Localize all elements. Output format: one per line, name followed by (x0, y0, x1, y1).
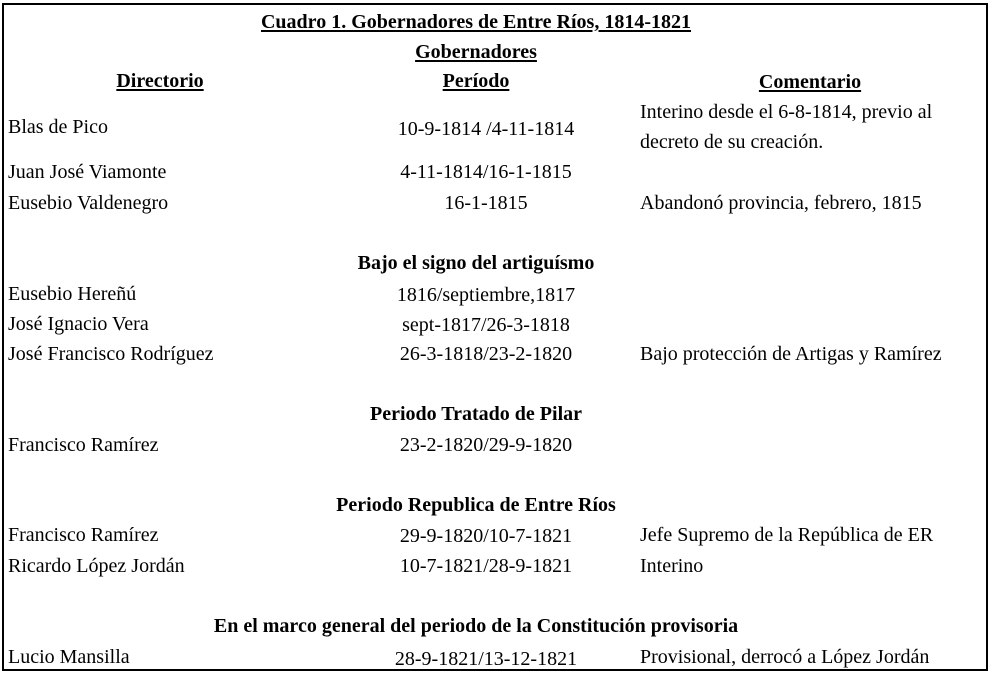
row-period: 10-9-1814 /4-11-1814 (397, 118, 575, 140)
row-period: 28-9-1821/13-12-1821 (394, 648, 578, 670)
section-heading: En el marco general del periodo de la Constitución provisoria (213, 615, 739, 637)
row-period: 16-1-1815 (444, 192, 528, 214)
section-heading: Bajo el signo del artiguísmo (357, 252, 595, 274)
row-comment: Bajo protección de Artigas y Ramírez (640, 343, 942, 365)
row-comment: Abandonó provincia, febrero, 1815 (640, 192, 922, 214)
row-comment: Jefe Supremo de la República de ER (640, 524, 934, 546)
row-name: Francisco Ramírez (8, 524, 159, 546)
row-comment: decreto de su creación. (640, 131, 824, 153)
row-period: 4-11-1814/16-1-1815 (400, 161, 572, 183)
table-title: Cuadro 1. Gobernadores de Entre Ríos, 1814-1821 (260, 11, 692, 33)
table-subtitle: Gobernadores (415, 41, 537, 63)
row-name: José Ignacio Vera (8, 313, 149, 335)
row-name: Juan José Viamonte (8, 161, 167, 183)
row-comment: Provisional, derrocó a López Jordán (640, 646, 930, 668)
row-period: sept-1817/26-3-1818 (402, 314, 570, 336)
row-name: Eusebio Hereñú (8, 283, 137, 305)
row-period: 26-3-1818/23-2-1820 (399, 343, 573, 365)
row-name: Lucio Mansilla (8, 646, 130, 668)
row-period: 1816/septiembre,1817 (396, 284, 576, 306)
column-header-directorio: Directorio (116, 70, 204, 92)
column-header-periodo: Período (442, 70, 510, 92)
column-header-comentario: Comentario (758, 71, 862, 93)
row-name: Blas de Pico (8, 116, 108, 138)
row-comment: Interino desde el 6-8-1814, previo al (640, 101, 933, 123)
section-heading: Periodo Tratado de Pilar (369, 403, 583, 425)
row-period: 23-2-1820/29-9-1820 (399, 434, 573, 456)
row-period: 10-7-1821/28-9-1821 (399, 555, 573, 577)
row-name: Francisco Ramírez (8, 434, 159, 456)
row-period: 29-9-1820/10-7-1821 (399, 525, 573, 547)
row-name: Ricardo López Jordán (8, 555, 185, 577)
row-name: Eusebio Valdenegro (8, 192, 169, 214)
section-heading: Periodo Republica de Entre Ríos (336, 494, 616, 516)
row-name: José Francisco Rodríguez (8, 343, 214, 365)
row-comment: Interino (640, 555, 704, 577)
